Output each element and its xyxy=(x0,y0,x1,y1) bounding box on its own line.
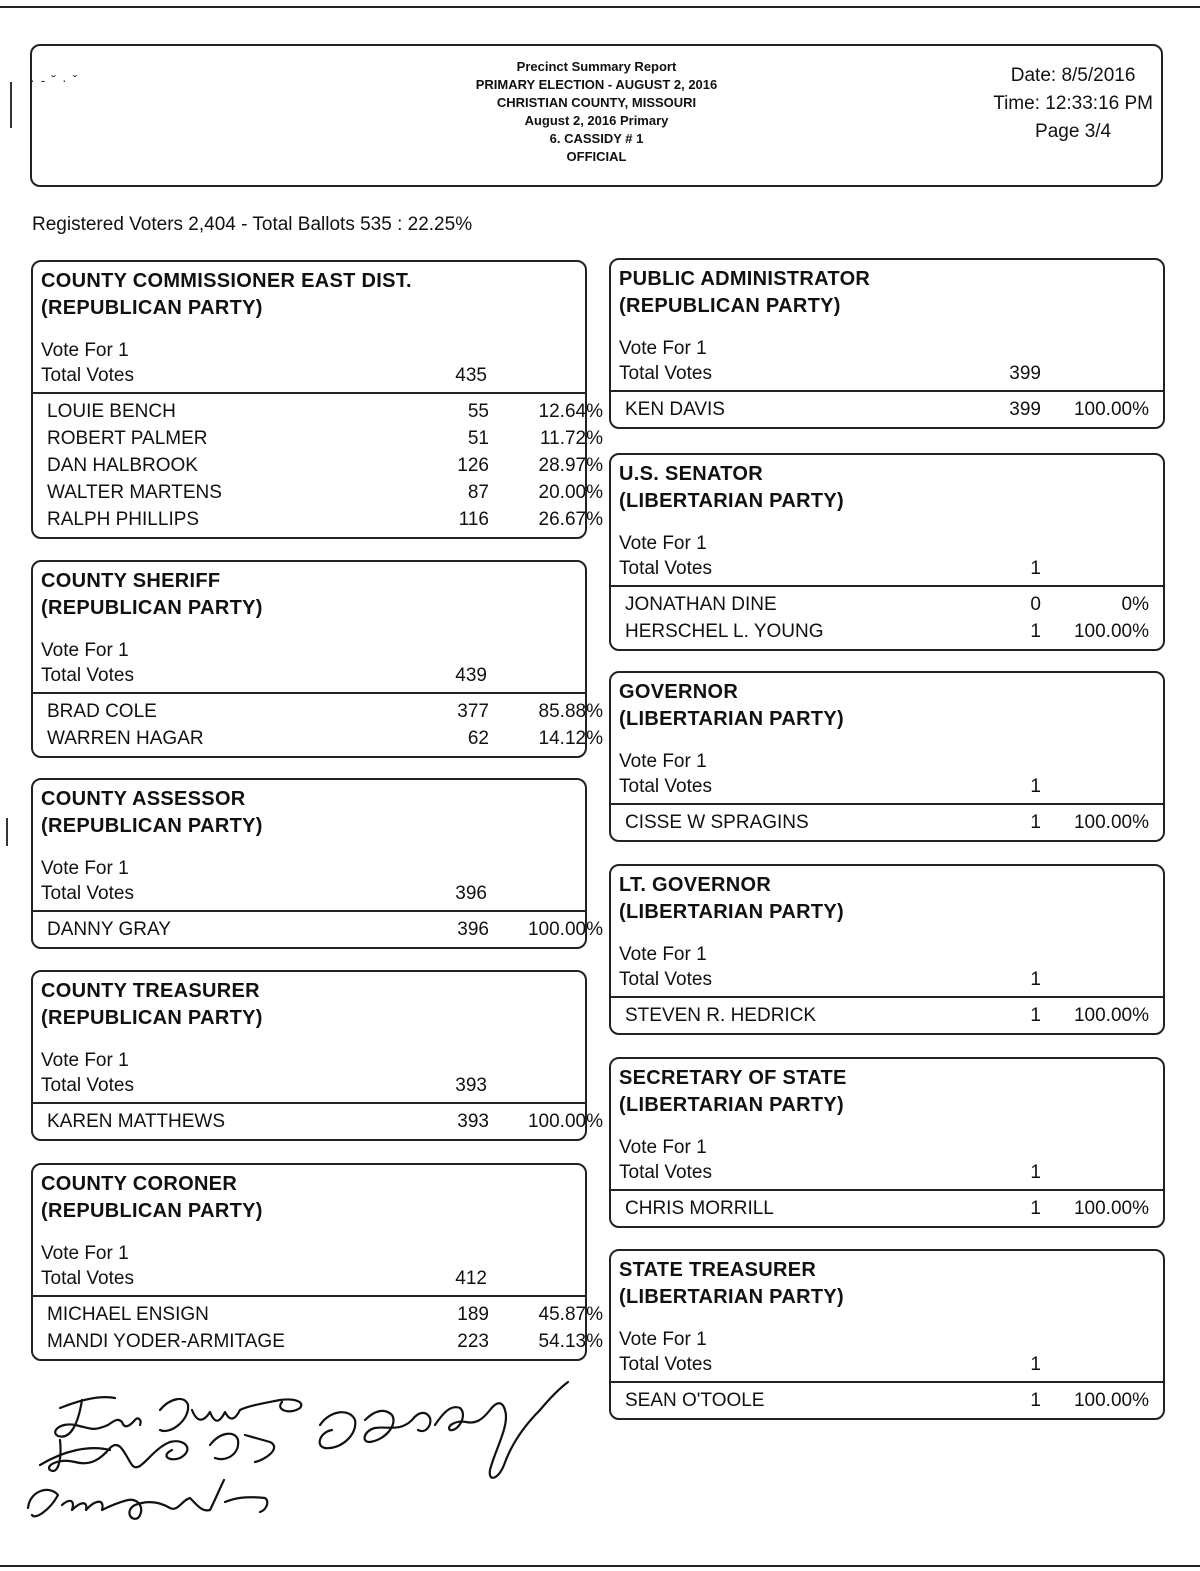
race-party: (REPUBLICAN PARTY) xyxy=(41,1200,263,1222)
race-vote-info xyxy=(611,926,1163,996)
candidate-list xyxy=(33,692,603,756)
race-party: (LIBERTARIAN PARTY) xyxy=(619,708,844,730)
voter-summary: Registered Voters 2,404 - Total Ballots 535 : 22.25% xyxy=(32,214,473,235)
report-title-block xyxy=(32,58,1161,166)
race-party: (REPUBLICAN PARTY) xyxy=(41,1007,263,1029)
candidate-row xyxy=(33,1328,603,1355)
race-vote-info xyxy=(611,1119,1163,1189)
total-votes-label: Total Votes xyxy=(619,1162,712,1183)
candidate-name: SEAN O'TOOLE xyxy=(625,1390,765,1411)
candidate-name: JONATHAN DINE xyxy=(625,594,777,615)
race-box xyxy=(609,671,1165,842)
total-votes-label: Total Votes xyxy=(619,363,712,384)
precinct-name: 6. CASSIDY # 1 xyxy=(549,131,644,146)
candidate-row xyxy=(611,809,1163,836)
total-votes-value: 399 xyxy=(1009,363,1041,384)
report-header xyxy=(30,44,1163,187)
candidate-list xyxy=(611,803,1163,840)
race-box xyxy=(609,864,1165,1035)
report-meta xyxy=(993,62,1153,146)
candidate-votes: 396 xyxy=(457,919,489,940)
total-votes-label: Total Votes xyxy=(619,558,712,579)
race-office: PUBLIC ADMINISTRATOR xyxy=(619,268,871,290)
candidate-percent: 26.67% xyxy=(538,509,603,530)
race-box xyxy=(31,560,603,758)
candidate-row xyxy=(611,618,1163,645)
total-votes-label: Total Votes xyxy=(619,1354,712,1375)
candidate-name: MANDI YODER-ARMITAGE xyxy=(47,1331,285,1352)
total-votes-label: Total Votes xyxy=(619,969,712,990)
candidate-percent: 100.00% xyxy=(1073,621,1149,642)
candidate-percent: 100.00% xyxy=(1073,1198,1149,1219)
candidate-name: RALPH PHILLIPS xyxy=(47,509,200,530)
vote-for-label: Vote For 1 xyxy=(619,1329,707,1350)
race-office: COUNTY COMMISSIONER EAST DIST. xyxy=(41,270,412,292)
candidate-list xyxy=(33,910,603,947)
race-office: STATE TREASURER xyxy=(619,1259,817,1281)
candidate-votes: 1 xyxy=(1030,812,1041,833)
vote-for-label: Vote For 1 xyxy=(619,751,707,772)
candidate-percent: 11.72% xyxy=(539,428,603,449)
race-office: COUNTY TREASURER xyxy=(41,980,260,1002)
vote-for-label: Vote For 1 xyxy=(41,340,129,361)
candidate-percent: 100.00% xyxy=(1073,812,1149,833)
race-party: (LIBERTARIAN PARTY) xyxy=(619,1286,844,1308)
candidate-percent: 12.64% xyxy=(538,401,603,422)
candidate-list xyxy=(611,585,1163,649)
candidate-percent: 100.00% xyxy=(527,919,603,940)
vote-for-label: Vote For 1 xyxy=(619,533,707,554)
official-signatures xyxy=(20,1370,600,1560)
candidate-row xyxy=(611,1387,1163,1414)
report-time: Time: 12:33:16 PM xyxy=(993,93,1153,114)
candidate-votes: 116 xyxy=(458,509,489,530)
race-vote-info xyxy=(33,1225,585,1295)
race-vote-info xyxy=(611,733,1163,803)
race-title xyxy=(611,455,1163,515)
race-vote-info xyxy=(33,840,585,910)
report-title: Precinct Summary Report xyxy=(516,59,677,74)
candidate-votes: 223 xyxy=(457,1331,489,1352)
race-box xyxy=(609,1249,1165,1420)
official-label: OFFICIAL xyxy=(566,149,627,164)
candidate-name: KEN DAVIS xyxy=(625,399,725,420)
candidate-votes: 55 xyxy=(467,401,489,422)
scan-mark xyxy=(6,818,8,846)
candidate-percent: 100.00% xyxy=(527,1111,603,1132)
candidate-votes: 1 xyxy=(1030,1005,1041,1026)
candidate-list xyxy=(33,1295,603,1359)
race-box xyxy=(609,258,1165,429)
total-votes-value: 1 xyxy=(1030,969,1041,990)
candidate-list xyxy=(611,996,1163,1033)
candidate-percent: 0% xyxy=(1121,594,1149,615)
candidate-votes: 1 xyxy=(1030,1198,1041,1219)
candidate-row xyxy=(33,506,603,533)
candidate-row xyxy=(611,591,1163,618)
race-office: COUNTY SHERIFF xyxy=(41,570,221,592)
candidate-row xyxy=(611,396,1163,423)
candidate-votes: 189 xyxy=(457,1304,489,1325)
candidate-votes: 126 xyxy=(457,455,489,476)
race-title xyxy=(611,866,1163,926)
candidate-percent: 45.87% xyxy=(538,1304,603,1325)
candidate-row xyxy=(611,1195,1163,1222)
race-office: SECRETARY OF STATE xyxy=(619,1067,847,1089)
race-box xyxy=(609,1057,1165,1228)
scan-specks: ·-˘·ˇ xyxy=(30,72,84,88)
candidate-percent: 100.00% xyxy=(1073,1005,1149,1026)
race-vote-info xyxy=(33,622,585,692)
race-office: GOVERNOR xyxy=(619,681,739,703)
race-title xyxy=(33,780,585,840)
vote-for-label: Vote For 1 xyxy=(619,1137,707,1158)
race-vote-info xyxy=(33,1032,585,1102)
total-votes-value: 393 xyxy=(455,1075,487,1096)
total-votes-label: Total Votes xyxy=(41,1075,134,1096)
race-office: COUNTY ASSESSOR xyxy=(41,788,246,810)
candidate-list xyxy=(611,1189,1163,1226)
candidate-name: DAN HALBROOK xyxy=(47,455,198,476)
candidate-name: HERSCHEL L. YOUNG xyxy=(625,621,824,642)
race-title xyxy=(611,260,1163,320)
candidate-votes: 87 xyxy=(467,482,489,503)
candidate-name: BRAD COLE xyxy=(47,701,157,722)
candidate-row xyxy=(33,425,603,452)
race-title xyxy=(33,1165,585,1225)
vote-for-label: Vote For 1 xyxy=(619,944,707,965)
race-vote-info xyxy=(611,1311,1163,1381)
vote-for-label: Vote For 1 xyxy=(619,338,707,359)
candidate-name: LOUIE BENCH xyxy=(47,401,176,422)
race-vote-info xyxy=(33,322,585,392)
vote-for-label: Vote For 1 xyxy=(41,640,129,661)
race-title xyxy=(33,262,585,322)
total-votes-value: 439 xyxy=(455,665,487,686)
bottom-border-line xyxy=(0,1565,1200,1567)
candidate-name: DANNY GRAY xyxy=(47,919,171,940)
candidate-percent: 85.88% xyxy=(538,701,603,722)
candidate-votes: 399 xyxy=(1009,399,1041,420)
candidate-list xyxy=(611,390,1163,427)
race-party: (REPUBLICAN PARTY) xyxy=(41,597,263,619)
race-title xyxy=(611,1251,1163,1311)
candidate-votes: 377 xyxy=(457,701,489,722)
total-votes-value: 1 xyxy=(1030,1162,1041,1183)
race-title xyxy=(33,562,585,622)
scan-mark xyxy=(10,82,12,128)
election-name: PRIMARY ELECTION - AUGUST 2, 2016 xyxy=(475,77,718,92)
candidate-row xyxy=(33,916,603,943)
total-votes-label: Total Votes xyxy=(41,365,134,386)
race-title xyxy=(611,1059,1163,1119)
candidate-row xyxy=(33,479,603,506)
race-box xyxy=(31,260,603,539)
vote-for-label: Vote For 1 xyxy=(41,1243,129,1264)
candidate-name: KAREN MATTHEWS xyxy=(47,1111,226,1132)
total-votes-value: 1 xyxy=(1030,776,1041,797)
race-title xyxy=(611,673,1163,733)
candidate-row xyxy=(33,398,603,425)
candidate-name: STEVEN R. HEDRICK xyxy=(625,1005,817,1026)
candidate-name: ROBERT PALMER xyxy=(47,428,208,449)
candidate-votes: 0 xyxy=(1030,594,1041,615)
candidate-row xyxy=(33,452,603,479)
race-party: (REPUBLICAN PARTY) xyxy=(619,295,841,317)
candidate-row xyxy=(33,1301,603,1328)
vote-for-label: Vote For 1 xyxy=(41,1050,129,1071)
race-party: (LIBERTARIAN PARTY) xyxy=(619,490,844,512)
total-votes-label: Total Votes xyxy=(41,883,134,904)
total-votes-value: 435 xyxy=(455,365,487,386)
total-votes-value: 412 xyxy=(455,1268,487,1289)
candidate-percent: 28.97% xyxy=(538,455,603,476)
candidate-name: CISSE W SPRAGINS xyxy=(625,812,809,833)
page-number: Page 3/4 xyxy=(1035,121,1112,142)
candidate-percent: 20.00% xyxy=(538,482,603,503)
race-vote-info xyxy=(611,515,1163,585)
total-votes-label: Total Votes xyxy=(41,665,134,686)
candidate-percent: 100.00% xyxy=(1073,1390,1149,1411)
race-party: (LIBERTARIAN PARTY) xyxy=(619,1094,844,1116)
candidate-votes: 51 xyxy=(467,428,489,449)
vote-for-label: Vote For 1 xyxy=(41,858,129,879)
race-box xyxy=(31,1163,603,1361)
candidate-list xyxy=(33,392,603,537)
candidate-percent: 54.13% xyxy=(538,1331,603,1352)
candidate-votes: 1 xyxy=(1030,1390,1041,1411)
candidate-row xyxy=(611,1002,1163,1029)
candidate-percent: 100.00% xyxy=(1073,399,1149,420)
candidate-row xyxy=(33,698,603,725)
candidate-votes: 1 xyxy=(1030,621,1041,642)
race-box xyxy=(31,970,603,1141)
race-office: LT. GOVERNOR xyxy=(619,874,772,896)
report-date: Date: 8/5/2016 xyxy=(1010,65,1136,86)
race-title xyxy=(33,972,585,1032)
total-votes-value: 1 xyxy=(1030,1354,1041,1375)
primary-date: August 2, 2016 Primary xyxy=(524,113,669,128)
candidate-votes: 62 xyxy=(467,728,489,749)
candidate-list xyxy=(33,1102,603,1139)
top-border-line xyxy=(0,6,1200,8)
race-party: (REPUBLICAN PARTY) xyxy=(41,815,263,837)
candidate-name: CHRIS MORRILL xyxy=(625,1198,774,1219)
county-name: CHRISTIAN COUNTY, MISSOURI xyxy=(496,95,697,110)
total-votes-label: Total Votes xyxy=(41,1268,134,1289)
total-votes-value: 396 xyxy=(455,883,487,904)
race-office: U.S. SENATOR xyxy=(619,463,763,485)
race-box xyxy=(31,778,603,949)
race-office: COUNTY CORONER xyxy=(41,1173,238,1195)
race-box xyxy=(609,453,1165,651)
candidate-percent: 14.12% xyxy=(538,728,603,749)
candidate-row xyxy=(33,1108,603,1135)
candidate-votes: 393 xyxy=(457,1111,489,1132)
candidate-name: WARREN HAGAR xyxy=(47,728,204,749)
race-party: (REPUBLICAN PARTY) xyxy=(41,297,263,319)
total-votes-label: Total Votes xyxy=(619,776,712,797)
race-vote-info xyxy=(611,320,1163,390)
candidate-list xyxy=(611,1381,1163,1418)
race-party: (LIBERTARIAN PARTY) xyxy=(619,901,844,923)
total-votes-value: 1 xyxy=(1030,558,1041,579)
candidate-name: MICHAEL ENSIGN xyxy=(47,1304,209,1325)
candidate-row xyxy=(33,725,603,752)
candidate-name: WALTER MARTENS xyxy=(47,482,222,503)
